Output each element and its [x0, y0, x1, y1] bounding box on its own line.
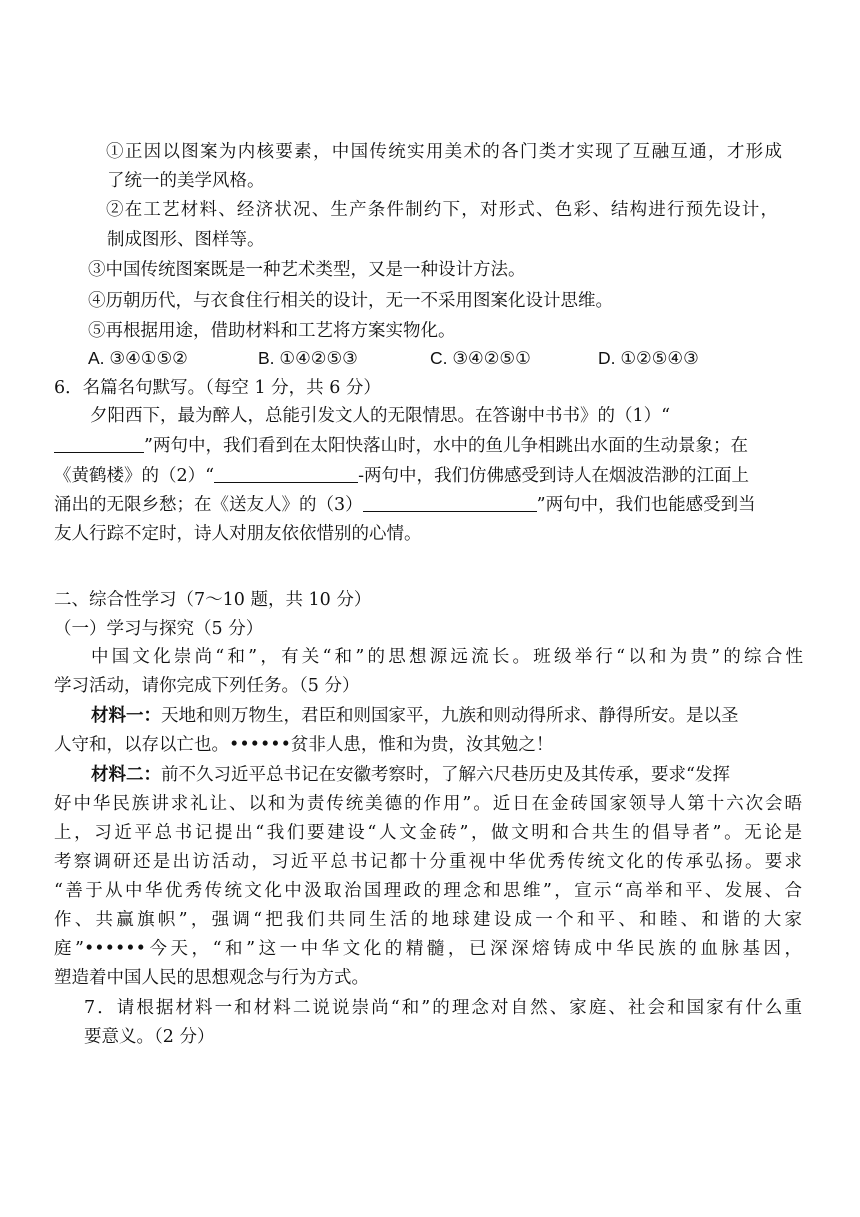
- q5-option-d: D. ①②⑤④③: [598, 348, 699, 368]
- q6-line-1: 夕阳西下，最为醉人，总能引发文人的无限情思。在答谢中书书》的（1）“: [90, 406, 671, 426]
- q6-line-2: [54, 434, 748, 458]
- q7-line-1: 7．请根据材料一和材料二说说崇尚“和”的理念对自然、家庭、社会和国家有什么重: [84, 998, 802, 1018]
- material-2-text: 前不久习近平总书记在安徽考察时，了解六尺巷历史及其传承，要求“发挥: [161, 765, 730, 785]
- q5-sentence-2-line-2: 制成图形、图样等。: [107, 230, 265, 250]
- q6-line-3-head: 《黄鹤楼》的（2）“: [54, 466, 215, 486]
- material-2-line-5: “善于从中华优秀传统文化中汲取治国理政的理念和思维”，宣示“高举和平、发展、合: [54, 881, 802, 901]
- answer-blank-2[interactable]: [214, 464, 358, 483]
- q6-line-4: [54, 493, 756, 517]
- q5-sentence-1-line-2: 了统一的美学风格。: [107, 171, 265, 191]
- q6-line-3: [54, 464, 749, 488]
- q6-line-4-tail: ”两句中，我们也能感受到当: [536, 495, 756, 515]
- answer-blank-3[interactable]: [363, 493, 537, 512]
- q7-line-2: 要意义。（2 分）: [84, 1027, 215, 1047]
- section-2-intro-line-1: 中国文化崇尚“和”，有关“和”的思想源远流长。班级举行“以和为贵”的综合性: [91, 647, 803, 667]
- q5-sentence-1-line-1: ①正因以图案为内核要素，中国传统实用美术的各门类才实现了互融互通，才形成: [106, 142, 782, 162]
- q5-option-c: C. ③④②⑤①: [430, 348, 531, 368]
- material-2-line-4: 考察调研还是出访活动，习近平总书记都十分重视中华优秀传统文化的传承弘扬。要求: [54, 852, 802, 872]
- q6-line-3-tail: -两句中，我们仿佛感受到诗人在烟波浩渺的江面上: [358, 466, 750, 486]
- q5-sentence-3: ③中国传统图案既是一种艺术类型，又是一种设计方法。: [88, 260, 526, 280]
- section-2-subtitle: （一）学习与探究（5 分）: [54, 619, 264, 639]
- q5-option-b: B. ①④②⑤③: [258, 348, 358, 368]
- q6-line-4-head: 涌出的无限乡愁；在《送友人》的（3）: [54, 495, 363, 515]
- q5-sentence-4: ④历朝历代，与衣食住行相关的设计，无一不采用图案化设计思维。: [88, 291, 613, 311]
- material-1-label: 材料一：: [91, 706, 161, 726]
- q6-line-5: 友人行踪不定时，诗人对朋友依依惜别的心情。: [54, 524, 422, 544]
- material-1-line-1: [91, 704, 739, 728]
- material-1-line-2: 人守和，以存以亡也。••••••贫非人患，惟和为贵，汝其勉之！: [54, 735, 554, 755]
- q6-title: 6．名篇名句默写。（每空 1 分，共 6 分）: [54, 378, 381, 398]
- section-2-intro-line-2: 学习活动，请你完成下列任务。（5 分）: [54, 676, 360, 696]
- material-2-line-8: 塑造着中国人民的思想观念与行为方式。: [54, 968, 369, 988]
- q6-line-2-text: ”两句中，我们看到在太阳快落山时，水中的鱼儿争相跳出水面的生动景象；在: [144, 436, 748, 456]
- material-2-line-1: [91, 763, 730, 787]
- material-2-line-6: 作、共赢旗帜”，强调“把我们共同生活的地球建设成一个和平、和睦、和谐的大家: [54, 910, 802, 930]
- material-2-label: 材料二：: [91, 765, 161, 785]
- material-1-text: 天地和则万物生，君臣和则国家平，九族和则动得所求、静得所安。是以圣: [161, 706, 739, 726]
- answer-blank-1[interactable]: [54, 434, 144, 453]
- section-2-title: 二、综合性学习（7～10 题，共 10 分）: [54, 590, 372, 610]
- q5-sentence-5: ⑤再根据用途，借助材料和工艺将方案实物化。: [88, 321, 456, 341]
- q5-sentence-2-line-1: ②在工艺材料、经济状况、生产条件制约下，对形式、色彩、结构进行预先设计，: [106, 200, 778, 220]
- q5-option-a: A. ③④①⑤②: [88, 348, 188, 368]
- material-2-line-3: 上，习近平总书记提出“我们要建设“人文金砖”，做文明和合共生的倡导者”。无论是: [54, 823, 802, 843]
- material-2-line-7: 庭”••••••今天，“和”这一中华文化的精髓，已深深熔铸成中华民族的血脉基因，: [54, 939, 802, 959]
- material-2-line-2: 好中华民族讲求礼让、以和为责传统美德的作用”。近日在金砖国家领导人第十六次会晤: [54, 794, 802, 814]
